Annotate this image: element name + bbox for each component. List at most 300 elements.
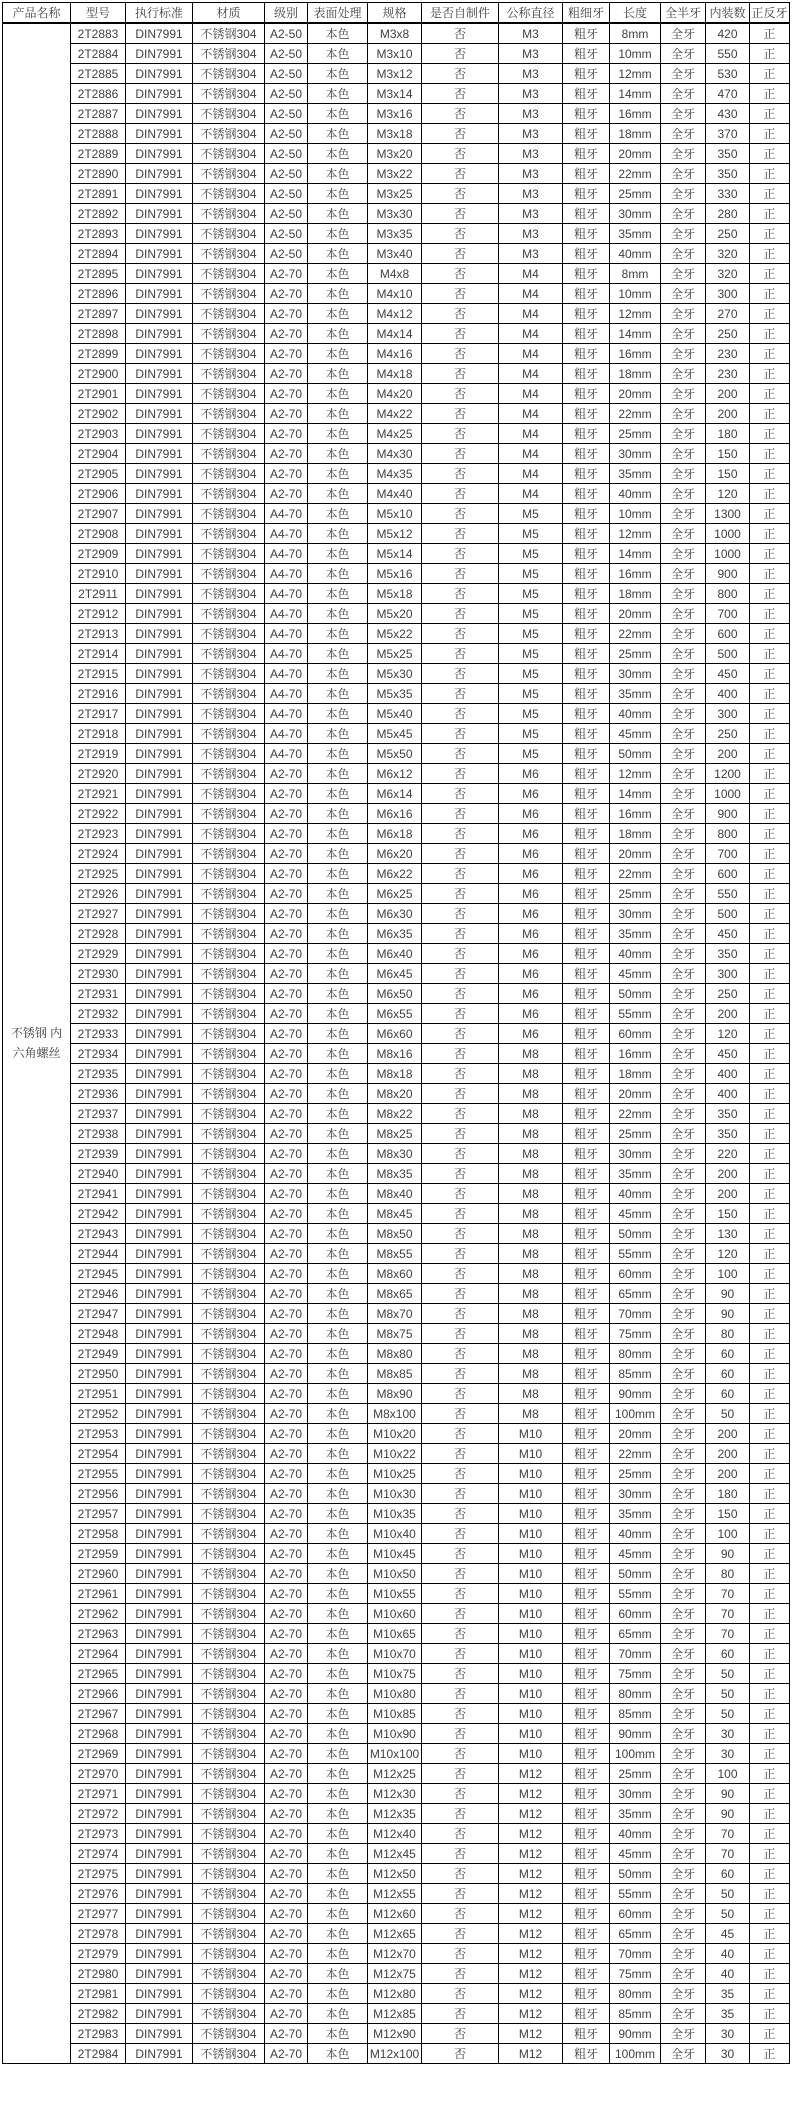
cell-thread-direction: 正 <box>750 624 790 644</box>
cell-length: 16mm <box>610 1044 661 1064</box>
cell-thread-pitch: 粗牙 <box>563 564 610 584</box>
cell-model: 2T2970 <box>71 1764 126 1784</box>
cell-grade: A2-70 <box>265 404 308 424</box>
table-row <box>3 724 790 744</box>
cell-model: 2T2900 <box>71 364 126 384</box>
cell-thread-pitch: 粗牙 <box>563 1384 610 1404</box>
cell-model: 2T2977 <box>71 1904 126 1924</box>
cell-length: 12mm <box>610 304 661 324</box>
cell-thread-pitch: 粗牙 <box>563 1944 610 1964</box>
cell-finish: 本色 <box>308 544 368 564</box>
cell-spec: M3x16 <box>368 104 422 124</box>
cell-thread-pitch: 粗牙 <box>563 64 610 84</box>
cell-spec: M12x60 <box>368 1904 422 1924</box>
cell-model: 2T2953 <box>71 1424 126 1444</box>
cell-pack-qty: 180 <box>706 424 750 444</box>
cell-grade: A2-70 <box>265 1684 308 1704</box>
cell-thread-pitch: 粗牙 <box>563 1304 610 1324</box>
cell-grade: A2-50 <box>265 224 308 244</box>
table-row <box>3 544 790 564</box>
cell-standard: DIN7991 <box>126 1604 193 1624</box>
column-header-diameter: 公称直径 <box>499 3 563 24</box>
cell-model: 2T2904 <box>71 444 126 464</box>
cell-standard: DIN7991 <box>126 644 193 664</box>
cell-full-half-thread: 全牙 <box>661 1644 706 1664</box>
cell-standard: DIN7991 <box>126 284 193 304</box>
cell-finish: 本色 <box>308 1584 368 1604</box>
cell-spec: M8x60 <box>368 1264 422 1284</box>
cell-material: 不锈钢304 <box>193 244 265 264</box>
table-row <box>3 924 790 944</box>
cell-length: 75mm <box>610 1964 661 1984</box>
cell-full-half-thread: 全牙 <box>661 904 706 924</box>
cell-model: 2T2897 <box>71 304 126 324</box>
cell-diameter: M12 <box>499 1824 563 1844</box>
cell-diameter: M4 <box>499 284 563 304</box>
cell-spec: M10x45 <box>368 1544 422 1564</box>
cell-standard: DIN7991 <box>126 864 193 884</box>
cell-diameter: M4 <box>499 264 563 284</box>
cell-pack-qty: 220 <box>706 1144 750 1164</box>
cell-length: 30mm <box>610 1784 661 1804</box>
cell-length: 20mm <box>610 844 661 864</box>
cell-material: 不锈钢304 <box>193 1964 265 1984</box>
cell-self-made: 否 <box>422 1824 499 1844</box>
cell-model: 2T2941 <box>71 1184 126 1204</box>
cell-pack-qty: 35 <box>706 1984 750 2004</box>
cell-thread-direction: 正 <box>750 644 790 664</box>
cell-pack-qty: 80 <box>706 1564 750 1584</box>
cell-grade: A2-70 <box>265 1264 308 1284</box>
cell-model: 2T2924 <box>71 844 126 864</box>
cell-full-half-thread: 全牙 <box>661 664 706 684</box>
cell-spec: M3x8 <box>368 23 422 44</box>
cell-model: 2T2982 <box>71 2004 126 2024</box>
cell-spec: M5x12 <box>368 524 422 544</box>
cell-model: 2T2957 <box>71 1504 126 1524</box>
cell-finish: 本色 <box>308 1164 368 1184</box>
cell-standard: DIN7991 <box>126 2024 193 2044</box>
cell-grade: A4-70 <box>265 724 308 744</box>
cell-grade: A2-50 <box>265 23 308 44</box>
cell-material: 不锈钢304 <box>193 1724 265 1744</box>
table-row <box>3 564 790 584</box>
cell-self-made: 否 <box>422 1524 499 1544</box>
cell-length: 45mm <box>610 1544 661 1564</box>
cell-finish: 本色 <box>308 44 368 64</box>
cell-self-made: 否 <box>422 1804 499 1824</box>
cell-model: 2T2973 <box>71 1824 126 1844</box>
cell-pack-qty: 35 <box>706 2004 750 2024</box>
cell-length: 16mm <box>610 804 661 824</box>
cell-full-half-thread: 全牙 <box>661 1704 706 1724</box>
cell-material: 不锈钢304 <box>193 784 265 804</box>
cell-model: 2T2930 <box>71 964 126 984</box>
cell-diameter: M5 <box>499 664 563 684</box>
cell-finish: 本色 <box>308 1384 368 1404</box>
cell-self-made: 否 <box>422 744 499 764</box>
cell-material: 不锈钢304 <box>193 984 265 1004</box>
table-row <box>3 1124 790 1144</box>
cell-grade: A4-70 <box>265 644 308 664</box>
cell-diameter: M8 <box>499 1044 563 1064</box>
cell-spec: M10x100 <box>368 1744 422 1764</box>
cell-self-made: 否 <box>422 464 499 484</box>
cell-standard: DIN7991 <box>126 1924 193 1944</box>
cell-full-half-thread: 全牙 <box>661 1304 706 1324</box>
cell-material: 不锈钢304 <box>193 184 265 204</box>
cell-material: 不锈钢304 <box>193 1124 265 1144</box>
cell-self-made: 否 <box>422 1564 499 1584</box>
cell-model: 2T2935 <box>71 1064 126 1084</box>
cell-length: 18mm <box>610 824 661 844</box>
cell-spec: M12x85 <box>368 2004 422 2024</box>
cell-standard: DIN7991 <box>126 304 193 324</box>
cell-thread-direction: 正 <box>750 1004 790 1024</box>
cell-diameter: M12 <box>499 1864 563 1884</box>
cell-pack-qty: 90 <box>706 1304 750 1324</box>
cell-thread-pitch: 粗牙 <box>563 1924 610 1944</box>
cell-thread-pitch: 粗牙 <box>563 364 610 384</box>
cell-self-made: 否 <box>422 1964 499 1984</box>
cell-finish: 本色 <box>308 1904 368 1924</box>
cell-finish: 本色 <box>308 2044 368 2064</box>
cell-diameter: M4 <box>499 324 563 344</box>
cell-model: 2T2928 <box>71 924 126 944</box>
cell-full-half-thread: 全牙 <box>661 104 706 124</box>
cell-self-made: 否 <box>422 244 499 264</box>
cell-pack-qty: 90 <box>706 1784 750 1804</box>
cell-self-made: 否 <box>422 1724 499 1744</box>
cell-material: 不锈钢304 <box>193 224 265 244</box>
cell-length: 10mm <box>610 504 661 524</box>
cell-spec: M12x75 <box>368 1964 422 1984</box>
cell-grade: A2-70 <box>265 1524 308 1544</box>
table-row <box>3 584 790 604</box>
cell-thread-pitch: 粗牙 <box>563 784 610 804</box>
cell-material: 不锈钢304 <box>193 1984 265 2004</box>
cell-self-made: 否 <box>422 1124 499 1144</box>
cell-model: 2T2913 <box>71 624 126 644</box>
cell-thread-pitch: 粗牙 <box>563 684 610 704</box>
cell-self-made: 否 <box>422 1984 499 2004</box>
cell-model: 2T2884 <box>71 44 126 64</box>
cell-standard: DIN7991 <box>126 1184 193 1204</box>
cell-standard: DIN7991 <box>126 1204 193 1224</box>
cell-full-half-thread: 全牙 <box>661 1144 706 1164</box>
cell-thread-pitch: 粗牙 <box>563 264 610 284</box>
cell-diameter: M12 <box>499 1804 563 1824</box>
cell-standard: DIN7991 <box>126 1124 193 1144</box>
cell-length: 60mm <box>610 1024 661 1044</box>
cell-material: 不锈钢304 <box>193 1884 265 1904</box>
cell-length: 80mm <box>610 1684 661 1704</box>
cell-full-half-thread: 全牙 <box>661 584 706 604</box>
cell-model: 2T2943 <box>71 1224 126 1244</box>
cell-standard: DIN7991 <box>126 1004 193 1024</box>
cell-thread-pitch: 粗牙 <box>563 884 610 904</box>
cell-diameter: M10 <box>499 1664 563 1684</box>
cell-material: 不锈钢304 <box>193 164 265 184</box>
cell-grade: A2-70 <box>265 2024 308 2044</box>
cell-standard: DIN7991 <box>126 124 193 144</box>
cell-thread-pitch: 粗牙 <box>563 204 610 224</box>
table-row <box>3 1564 790 1584</box>
cell-thread-pitch: 粗牙 <box>563 1964 610 1984</box>
table-row <box>3 664 790 684</box>
cell-thread-direction: 正 <box>750 1544 790 1564</box>
cell-full-half-thread: 全牙 <box>661 1904 706 1924</box>
cell-model: 2T2889 <box>71 144 126 164</box>
cell-length: 65mm <box>610 1284 661 1304</box>
cell-diameter: M6 <box>499 904 563 924</box>
cell-length: 16mm <box>610 344 661 364</box>
cell-standard: DIN7991 <box>126 1544 193 1564</box>
cell-diameter: M8 <box>499 1084 563 1104</box>
cell-pack-qty: 230 <box>706 344 750 364</box>
table-row <box>3 1924 790 1944</box>
cell-thread-pitch: 粗牙 <box>563 1804 610 1824</box>
cell-model: 2T2893 <box>71 224 126 244</box>
cell-thread-pitch: 粗牙 <box>563 304 610 324</box>
cell-model: 2T2931 <box>71 984 126 1004</box>
cell-length: 10mm <box>610 44 661 64</box>
cell-self-made: 否 <box>422 504 499 524</box>
cell-length: 18mm <box>610 584 661 604</box>
cell-thread-pitch: 粗牙 <box>563 1564 610 1584</box>
cell-grade: A2-70 <box>265 2004 308 2024</box>
cell-full-half-thread: 全牙 <box>661 1124 706 1144</box>
cell-thread-pitch: 粗牙 <box>563 2044 610 2064</box>
cell-grade: A2-70 <box>265 1404 308 1424</box>
cell-pack-qty: 270 <box>706 304 750 324</box>
cell-diameter: M12 <box>499 1844 563 1864</box>
cell-length: 22mm <box>610 164 661 184</box>
cell-finish: 本色 <box>308 464 368 484</box>
cell-length: 40mm <box>610 704 661 724</box>
cell-material: 不锈钢304 <box>193 944 265 964</box>
cell-diameter: M3 <box>499 244 563 264</box>
cell-standard: DIN7991 <box>126 1864 193 1884</box>
cell-spec: M4x25 <box>368 424 422 444</box>
cell-full-half-thread: 全牙 <box>661 564 706 584</box>
table-row <box>3 1424 790 1444</box>
table-row <box>3 1444 790 1464</box>
cell-full-half-thread: 全牙 <box>661 2004 706 2024</box>
cell-thread-pitch: 粗牙 <box>563 924 610 944</box>
cell-diameter: M6 <box>499 964 563 984</box>
table-row <box>3 184 790 204</box>
cell-spec: M5x20 <box>368 604 422 624</box>
cell-self-made: 否 <box>422 1744 499 1764</box>
cell-thread-pitch: 粗牙 <box>563 184 610 204</box>
cell-grade: A2-70 <box>265 1284 308 1304</box>
cell-thread-direction: 正 <box>750 1244 790 1264</box>
cell-diameter: M8 <box>499 1224 563 1244</box>
cell-standard: DIN7991 <box>126 1384 193 1404</box>
cell-diameter: M3 <box>499 44 563 64</box>
cell-model: 2T2952 <box>71 1404 126 1424</box>
cell-self-made: 否 <box>422 924 499 944</box>
cell-full-half-thread: 全牙 <box>661 1824 706 1844</box>
cell-grade: A2-70 <box>265 1364 308 1384</box>
cell-spec: M8x90 <box>368 1384 422 1404</box>
column-header-thread-pitch: 粗细牙 <box>563 3 610 24</box>
cell-material: 不锈钢304 <box>193 1564 265 1584</box>
table-row <box>3 984 790 1004</box>
cell-thread-pitch: 粗牙 <box>563 1024 610 1044</box>
cell-diameter: M10 <box>499 1724 563 1744</box>
cell-thread-pitch: 粗牙 <box>563 484 610 504</box>
column-header-full-half-thread: 全半牙 <box>661 3 706 24</box>
cell-thread-pitch: 粗牙 <box>563 1464 610 1484</box>
cell-diameter: M6 <box>499 844 563 864</box>
cell-spec: M6x45 <box>368 964 422 984</box>
cell-pack-qty: 100 <box>706 1764 750 1784</box>
cell-grade: A2-70 <box>265 344 308 364</box>
cell-pack-qty: 470 <box>706 84 750 104</box>
cell-full-half-thread: 全牙 <box>661 2024 706 2044</box>
cell-material: 不锈钢304 <box>193 764 265 784</box>
cell-finish: 本色 <box>308 1064 368 1084</box>
cell-length: 50mm <box>610 1564 661 1584</box>
cell-model: 2T2908 <box>71 524 126 544</box>
cell-self-made: 否 <box>422 1224 499 1244</box>
cell-pack-qty: 40 <box>706 1964 750 1984</box>
cell-grade: A2-70 <box>265 1464 308 1484</box>
cell-material: 不锈钢304 <box>193 324 265 344</box>
table-row <box>3 1524 790 1544</box>
cell-diameter: M4 <box>499 444 563 464</box>
cell-length: 22mm <box>610 404 661 424</box>
cell-finish: 本色 <box>308 124 368 144</box>
cell-spec: M8x75 <box>368 1324 422 1344</box>
cell-diameter: M10 <box>499 1424 563 1444</box>
cell-thread-pitch: 粗牙 <box>563 1764 610 1784</box>
cell-material: 不锈钢304 <box>193 824 265 844</box>
cell-pack-qty: 200 <box>706 1184 750 1204</box>
cell-thread-direction: 正 <box>750 704 790 724</box>
cell-spec: M12x100 <box>368 2044 422 2064</box>
cell-finish: 本色 <box>308 1304 368 1324</box>
cell-thread-pitch: 粗牙 <box>563 864 610 884</box>
cell-pack-qty: 60 <box>706 1384 750 1404</box>
cell-self-made: 否 <box>422 1844 499 1864</box>
cell-self-made: 否 <box>422 84 499 104</box>
cell-standard: DIN7991 <box>126 1144 193 1164</box>
cell-self-made: 否 <box>422 624 499 644</box>
cell-diameter: M5 <box>499 564 563 584</box>
table-row <box>3 2044 790 2064</box>
cell-standard: DIN7991 <box>126 1724 193 1744</box>
cell-thread-direction: 正 <box>750 1304 790 1324</box>
cell-self-made: 否 <box>422 1864 499 1884</box>
cell-finish: 本色 <box>308 2004 368 2024</box>
table-row <box>3 1144 790 1164</box>
cell-grade: A2-70 <box>265 364 308 384</box>
cell-finish: 本色 <box>308 1224 368 1244</box>
cell-full-half-thread: 全牙 <box>661 864 706 884</box>
cell-material: 不锈钢304 <box>193 544 265 564</box>
cell-model: 2T2905 <box>71 464 126 484</box>
cell-standard: DIN7991 <box>126 324 193 344</box>
cell-finish: 本色 <box>308 1964 368 1984</box>
table-row <box>3 864 790 884</box>
cell-finish: 本色 <box>308 244 368 264</box>
cell-pack-qty: 300 <box>706 284 750 304</box>
cell-full-half-thread: 全牙 <box>661 684 706 704</box>
cell-pack-qty: 60 <box>706 1644 750 1664</box>
cell-thread-pitch: 粗牙 <box>563 1324 610 1344</box>
cell-self-made: 否 <box>422 23 499 44</box>
cell-finish: 本色 <box>308 624 368 644</box>
table-row <box>3 804 790 824</box>
cell-self-made: 否 <box>422 1264 499 1284</box>
cell-spec: M4x35 <box>368 464 422 484</box>
cell-grade: A2-70 <box>265 1384 308 1404</box>
cell-standard: DIN7991 <box>126 264 193 284</box>
cell-self-made: 否 <box>422 224 499 244</box>
cell-thread-direction: 正 <box>750 1984 790 2004</box>
cell-full-half-thread: 全牙 <box>661 1484 706 1504</box>
cell-finish: 本色 <box>308 524 368 544</box>
cell-spec: M12x30 <box>368 1784 422 1804</box>
cell-full-half-thread: 全牙 <box>661 1584 706 1604</box>
cell-standard: DIN7991 <box>126 764 193 784</box>
cell-spec: M8x70 <box>368 1304 422 1324</box>
cell-standard: DIN7991 <box>126 164 193 184</box>
cell-diameter: M12 <box>499 2004 563 2024</box>
cell-full-half-thread: 全牙 <box>661 604 706 624</box>
table-row <box>3 1084 790 1104</box>
cell-grade: A2-50 <box>265 184 308 204</box>
cell-grade: A4-70 <box>265 544 308 564</box>
cell-material: 不锈钢304 <box>193 1284 265 1304</box>
cell-finish: 本色 <box>308 184 368 204</box>
cell-thread-pitch: 粗牙 <box>563 1044 610 1064</box>
cell-grade: A2-70 <box>265 944 308 964</box>
cell-standard: DIN7991 <box>126 1304 193 1324</box>
cell-diameter: M3 <box>499 164 563 184</box>
cell-pack-qty: 600 <box>706 864 750 884</box>
cell-length: 16mm <box>610 564 661 584</box>
cell-self-made: 否 <box>422 1004 499 1024</box>
cell-standard: DIN7991 <box>126 404 193 424</box>
cell-self-made: 否 <box>422 1944 499 1964</box>
cell-diameter: M3 <box>499 84 563 104</box>
cell-spec: M10x40 <box>368 1524 422 1544</box>
cell-finish: 本色 <box>308 1504 368 1524</box>
cell-self-made: 否 <box>422 164 499 184</box>
cell-material: 不锈钢304 <box>193 864 265 884</box>
cell-standard: DIN7991 <box>126 1024 193 1044</box>
table-row <box>3 304 790 324</box>
cell-self-made: 否 <box>422 424 499 444</box>
cell-length: 45mm <box>610 964 661 984</box>
cell-spec: M5x10 <box>368 504 422 524</box>
cell-thread-direction: 正 <box>750 1944 790 1964</box>
cell-finish: 本色 <box>308 684 368 704</box>
cell-finish: 本色 <box>308 584 368 604</box>
cell-diameter: M3 <box>499 64 563 84</box>
cell-spec: M8x16 <box>368 1044 422 1064</box>
cell-length: 18mm <box>610 364 661 384</box>
cell-finish: 本色 <box>308 264 368 284</box>
cell-diameter: M6 <box>499 924 563 944</box>
cell-material: 不锈钢304 <box>193 364 265 384</box>
cell-length: 100mm <box>610 2044 661 2064</box>
cell-diameter: M10 <box>499 1544 563 1564</box>
